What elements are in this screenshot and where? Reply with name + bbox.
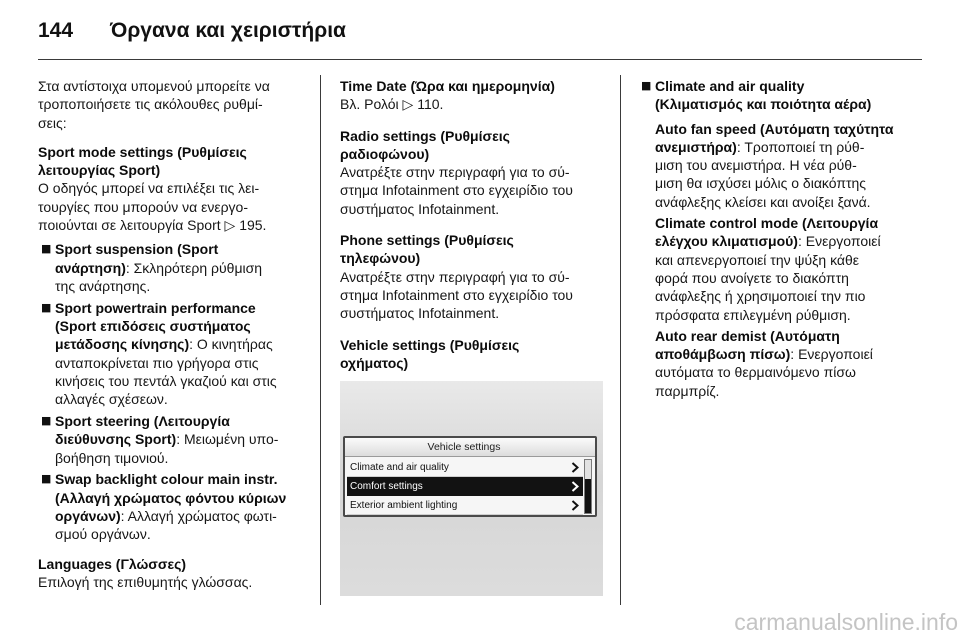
body-text: Στα αντίστοιχα υπομενού μπορείτε να <box>38 78 270 94</box>
text-line <box>38 198 314 216</box>
bullet-square-icon: ■ <box>41 472 52 486</box>
body-text: της ανάρτησης. <box>55 277 151 294</box>
text-line <box>655 174 922 192</box>
bullet-item <box>638 77 922 114</box>
text-line <box>655 95 922 113</box>
body-text: ποιούνται σε λειτουργία Sport ▷ 195. <box>38 217 267 234</box>
vehicle-settings-screen-photo <box>340 381 603 596</box>
bold-text: Sport steering (Λειτουργία <box>55 413 230 430</box>
page-title: Όργανα και χειριστήρια <box>110 19 346 42</box>
bold-text: ραδιοφώνου) <box>340 145 430 162</box>
paragraph <box>340 231 604 322</box>
bullet-item <box>38 412 314 467</box>
bullet-text <box>55 412 314 467</box>
bold-text: διεύθυνσης Sport) <box>55 431 177 448</box>
bullet-text <box>55 299 314 409</box>
bold-text: Auto fan speed (Αυτόματη ταχύτητα <box>655 120 894 137</box>
body-text: μιση του ανεμιστήρα. Η νέα ρύθ- <box>655 157 857 174</box>
column-divider <box>320 75 321 605</box>
bold-text: Radio settings (Ρυθμίσεις <box>340 127 510 144</box>
text-line <box>655 156 922 174</box>
text-line <box>55 430 314 448</box>
text-line <box>38 95 314 113</box>
text-line <box>340 163 604 181</box>
text-line <box>340 127 604 145</box>
column-3 <box>638 77 922 403</box>
text-line <box>655 193 922 211</box>
text-line <box>38 179 314 197</box>
text-line <box>655 327 922 345</box>
text-line <box>655 251 922 269</box>
bold-text: Languages (Γλώσσες) <box>38 555 187 572</box>
text-line <box>55 507 314 525</box>
bold-text: ελέγχου κλιματισμού) <box>655 233 798 250</box>
text-line <box>340 286 604 304</box>
bold-text: λειτουργίας Sport) <box>38 162 161 179</box>
scrollbar-thumb[interactable] <box>585 479 591 513</box>
text-line <box>655 138 922 156</box>
body-text: τροποποιήσετε τις ακόλουθες ρυθμί- <box>38 96 263 113</box>
body-text: ανάφλεξης ή χρησιμοποιεί την πιο <box>655 288 866 305</box>
paragraph <box>38 555 314 592</box>
text-line <box>655 77 922 95</box>
chevron-right-icon <box>571 462 579 473</box>
text-line <box>55 470 314 488</box>
paragraph <box>340 336 604 373</box>
body-text: αλλαγές σχέσεων. <box>55 391 168 408</box>
bullet-text <box>55 240 314 295</box>
body-text: βοήθηση τιμονιού. <box>55 449 169 466</box>
menu-scrollbar[interactable] <box>584 459 592 514</box>
text-line <box>55 372 314 390</box>
text-line <box>55 412 314 430</box>
bold-text: ανάρτηση) <box>55 259 126 276</box>
body-text: παρμπρίζ. <box>655 382 720 399</box>
text-line <box>655 214 922 232</box>
bold-text: Climate and air quality <box>655 78 805 94</box>
text-line <box>55 259 314 277</box>
paragraph <box>38 143 314 234</box>
menu-item-label: Climate and air quality <box>350 462 449 473</box>
body-text: μιση θα ισχύσει μόλις ο διακόπτης <box>655 175 867 192</box>
text-line <box>340 336 604 354</box>
column-2 <box>340 77 604 385</box>
page-number: 144 <box>38 19 74 42</box>
bold-text: οργάνων) <box>55 508 121 525</box>
body-text: Ανατρέξτε στην περιγραφή για το σύ- <box>340 164 570 181</box>
bold-text: Sport powertrain performance <box>55 299 256 316</box>
watermark-text: carmanualsonline.info <box>734 609 958 635</box>
paragraph <box>340 77 604 114</box>
bold-text: Swap backlight colour main instr. <box>55 471 278 488</box>
screen-title: Vehicle settings <box>345 438 595 457</box>
body-text: κινήσεις του πεντάλ γκαζιού και στις <box>55 372 277 389</box>
bold-text: Sport mode settings (Ρυθμίσεις <box>38 143 247 160</box>
body-text: και απενεργοποιεί την ψύξη κάθε <box>655 251 860 268</box>
body-text: συστήματος Infotainment. <box>340 200 500 217</box>
text-line <box>340 231 604 249</box>
text-line <box>655 306 922 324</box>
sub-paragraph <box>638 120 922 211</box>
bullet-square-icon: ■ <box>641 79 652 92</box>
text-line <box>340 200 604 218</box>
text-line <box>655 287 922 305</box>
text-line <box>55 335 314 353</box>
text-line <box>655 120 922 138</box>
bullet-square-icon: ■ <box>41 242 52 256</box>
body-text: : Ενεργοποιεί <box>790 346 873 363</box>
text-line <box>38 114 314 132</box>
text-line <box>55 240 314 258</box>
body-text: στημα Infotainment στο εγχειρίδιο του <box>340 286 573 303</box>
bullet-square-icon: ■ <box>41 300 52 314</box>
text-line <box>655 382 922 400</box>
body-text: αυτόματα το θερμαινόμενο πίσω <box>655 364 856 381</box>
bold-text: (Κλιματισμός και ποιότητα αέρα) <box>655 96 872 113</box>
bold-text: μετάδοσης κίνησης) <box>55 336 190 353</box>
bold-text: οχήματος) <box>340 354 409 371</box>
text-line <box>38 216 314 234</box>
bold-text: Vehicle settings (Ρυθμίσεις <box>340 336 520 353</box>
text-line <box>55 354 314 372</box>
column-1 <box>38 77 314 602</box>
chevron-right-icon <box>571 500 579 511</box>
text-line <box>38 77 314 95</box>
text-line <box>55 317 314 335</box>
text-line <box>655 269 922 287</box>
body-text: Βλ. Ρολόι ▷ 110. <box>340 96 444 113</box>
bullet-text <box>55 470 314 543</box>
text-line <box>340 304 604 322</box>
text-line <box>655 345 922 363</box>
text-line <box>55 449 314 467</box>
body-text: Επιλογή της επιθυμητής γλώσσας. <box>38 573 253 590</box>
body-text: σμού οργάνων. <box>55 526 151 543</box>
body-text: ανταποκρίνεται πιο γρήγορα στις <box>55 354 259 371</box>
text-line <box>55 525 314 543</box>
settings-menu-list <box>347 458 583 515</box>
body-text: Ο οδηγός μπορεί να επιλέξει τις λει- <box>38 180 260 197</box>
menu-item-label: Comfort settings <box>350 481 423 492</box>
paragraph <box>340 127 604 218</box>
bold-text: Climate control mode (Λειτουργία <box>655 215 879 232</box>
body-text: : Αλλαγή χρώματος φωτι- <box>120 508 277 525</box>
bullet-text <box>655 77 922 114</box>
text-line <box>38 143 314 161</box>
menu-item-climate-and-air-quality[interactable] <box>347 458 583 477</box>
text-line <box>340 95 604 113</box>
text-line <box>340 249 604 267</box>
body-text: : Μειωμένη υπο- <box>176 431 279 448</box>
bullet-item <box>38 240 314 295</box>
body-text: συστήματος Infotainment. <box>340 305 500 322</box>
chevron-right-icon <box>571 481 579 492</box>
body-text: ανάφλεξης κλείσει και ανοίξει ξανά. <box>655 193 871 210</box>
bold-text: Phone settings (Ρυθμίσεις <box>340 232 514 249</box>
bullet-item <box>38 299 314 409</box>
body-text: πρόσφατα επιλεγμένη ρύθμιση. <box>655 306 851 323</box>
text-line <box>655 363 922 381</box>
bullet-square-icon: ■ <box>41 414 52 428</box>
text-line <box>55 390 314 408</box>
bold-text: (Sport επιδόσεις συστήματος <box>55 318 251 335</box>
bold-text: ανεμιστήρα) <box>655 138 737 155</box>
menu-item-exterior-ambient-lighting[interactable] <box>347 496 583 515</box>
menu-item-label: Exterior ambient lighting <box>350 500 458 511</box>
bold-text: τηλεφώνου) <box>340 250 421 267</box>
sub-paragraph <box>638 214 922 324</box>
header-rule <box>38 59 922 60</box>
text-line <box>340 181 604 199</box>
bold-text: αποθάμβωση πίσω) <box>655 346 791 363</box>
body-text: σεις: <box>38 114 67 131</box>
text-line <box>55 299 314 317</box>
sub-paragraph <box>638 327 922 400</box>
text-line <box>38 573 314 591</box>
text-line <box>340 77 604 95</box>
menu-item-comfort-settings[interactable] <box>347 477 583 496</box>
body-text: τουργίες που μπορούν να ενεργο- <box>38 198 249 215</box>
text-line <box>340 145 604 163</box>
text-line <box>655 232 922 250</box>
body-text: φορά που ανοίγετε το διακόπτη <box>655 269 849 286</box>
body-text: στημα Infotainment στο εγχειρίδιο του <box>340 182 573 199</box>
bold-text: (Αλλαγή χρώματος φόντου κύριων <box>55 489 287 506</box>
bold-text: Sport suspension (Sport <box>55 241 219 258</box>
text-line <box>55 277 314 295</box>
paragraph <box>38 77 314 132</box>
text-line <box>340 268 604 286</box>
text-line <box>38 161 314 179</box>
body-text: : Τροποποιεί τη ρύθ- <box>736 138 865 155</box>
display-screen <box>343 436 597 517</box>
bold-text: Time Date (Ώρα και ημερομηνία) <box>340 78 555 94</box>
text-line <box>340 354 604 372</box>
column-divider <box>620 75 621 605</box>
body-text: : Ο κινητήρας <box>189 336 273 353</box>
body-text: Ανατρέξτε στην περιγραφή για το σύ- <box>340 268 570 285</box>
bullet-item <box>38 470 314 543</box>
body-text: : Ενεργοποιεί <box>797 233 881 250</box>
text-line <box>38 555 314 573</box>
bold-text: Auto rear demist (Αυτόματη <box>655 327 840 344</box>
text-line <box>55 489 314 507</box>
body-text: : Σκληρότερη ρύθμιση <box>125 259 263 276</box>
